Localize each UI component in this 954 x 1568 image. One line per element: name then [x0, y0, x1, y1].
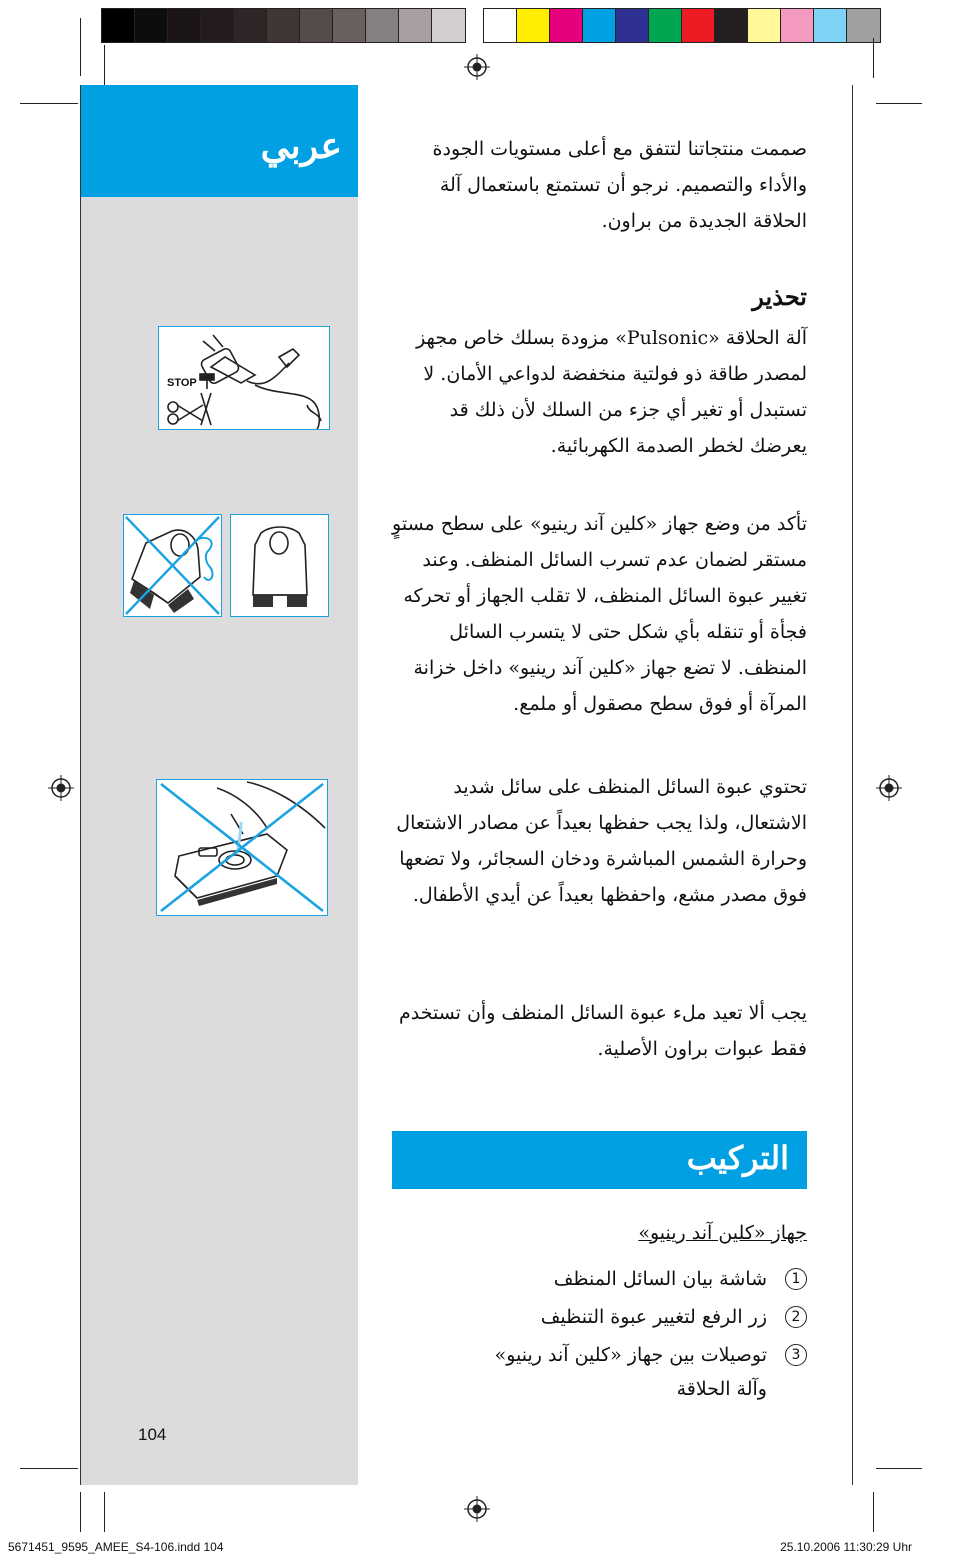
color-swatch [550, 9, 583, 42]
section-header-bar [392, 1131, 807, 1189]
color-swatch [135, 9, 168, 42]
registration-mark-icon [876, 775, 902, 801]
list-item [392, 1262, 807, 1296]
color-swatch [366, 9, 399, 42]
color-swatch [517, 9, 550, 42]
crop-mark [876, 1468, 922, 1469]
color-swatch [432, 9, 465, 42]
footer-filename: 5671451_9595_AMEE_S4-106.indd 104 [8, 1540, 224, 1554]
color-bar-grayscale [101, 8, 466, 43]
item-label: زر الرفع لتغيير عبوة التنظيف [540, 1306, 767, 1328]
color-swatch [399, 9, 432, 42]
list-item [392, 1338, 807, 1406]
station-upright-icon [231, 515, 328, 616]
illustration-plug-cord [158, 326, 330, 430]
item-number: 3 [785, 1344, 807, 1366]
item-label: شاشة بيان السائل المنظف [553, 1268, 767, 1290]
color-swatch [847, 9, 880, 42]
page-number: 104 [138, 1425, 167, 1444]
color-swatch [168, 9, 201, 42]
color-swatch [333, 9, 366, 42]
color-swatch [748, 9, 781, 42]
warning-heading: تحذير [752, 282, 807, 311]
station-tilted-icon [124, 515, 221, 616]
crop-mark [104, 45, 105, 85]
color-swatch [267, 9, 300, 42]
parts-list [392, 1262, 807, 1410]
footer-timestamp: 25.10.2006 11:30:29 Uhr [780, 1540, 912, 1554]
plug-cord-icon [159, 327, 329, 429]
color-swatch [484, 9, 517, 42]
section-title: التركيب [686, 1139, 789, 1177]
illustration-station-upright [230, 514, 329, 617]
device-label: جهاز «كلين آند رينيو» [638, 1222, 807, 1244]
color-swatch [583, 9, 616, 42]
stop-label: STOP [167, 377, 197, 389]
crop-mark [20, 1468, 78, 1469]
item-number: 2 [785, 1306, 807, 1328]
color-swatch [682, 9, 715, 42]
crop-mark [80, 18, 81, 76]
crop-mark [104, 1492, 105, 1532]
item-label: توصيلات بين جهاز «كلين آند رينيو» وآلة الحلاقة [494, 1344, 767, 1400]
registration-mark-icon [464, 1496, 490, 1522]
illustration-cartridge-refill [156, 779, 328, 916]
warning-paragraph-station: تأكد من وضع جهاز «كلين آند رينيو» على سطح مستوٍ مستقر لضمان عدم تسرب السائل المنظف. وعند تغيير عبوة السائل المنظف، لا تقلب الجهاز أو تحركه فجأة أو تنقله بأي شكل حتى لا يتسرب السائل المنظف. لا تضع جهاز «كلين آند رينيو» داخل خزانة المرآة أو فوق سطح مصقول أو ملمع. [392, 513, 807, 715]
color-swatch [715, 9, 748, 42]
item-number: 1 [785, 1268, 807, 1290]
illustration-station-tilted [123, 514, 222, 617]
intro-paragraph: صممت منتجاتنا لتتفق مع أعلى مستويات الجودة والأداء والتصميم. نرجو أن تستمتع باستعمال آلة الحلاقة الجديدة من براون. [432, 138, 807, 232]
list-item [392, 1300, 807, 1334]
color-swatch [201, 9, 234, 42]
registration-mark-icon [464, 54, 490, 80]
crop-mark [20, 103, 78, 104]
crop-mark [80, 1492, 81, 1532]
cartridge-refill-icon [157, 780, 327, 915]
crop-mark [873, 1492, 874, 1532]
registration-mark-icon [48, 775, 74, 801]
language-label: عربي [260, 125, 342, 167]
color-swatch [616, 9, 649, 42]
color-swatch [649, 9, 682, 42]
color-swatch [300, 9, 333, 42]
warning-paragraph-cord: آلة الحلاقة «Pulsonic» مزودة بسلك خاص مجهز لمصدر طاقة ذو فولتية منخفضة لدواعي الأمان. لا تستبدل أو تغير أي جزء من السلك لأن ذلك قد يعرضك لخطر الصدمة الكهربائية. [416, 327, 807, 457]
warning-paragraph-flammable: تحتوي عبوة السائل المنظف على سائل شديد الاشتعال، ولذا يجب حفظها بعيداً عن مصادر الاشتعال وحرارة الشمس المباشرة ودخان السجائر، ولا تضعها فوق مصدر مشع، واحفظها بعيداً عن أيدي الأطفال. [396, 776, 807, 906]
language-tab [81, 85, 358, 197]
color-bar-process [483, 8, 881, 43]
crop-mark [873, 38, 874, 78]
color-swatch [234, 9, 267, 42]
warning-paragraph-refill: يجب ألا تعيد ملء عبوة السائل المنظف وأن تستخدم فقط عبوات براون الأصلية. [398, 1002, 807, 1060]
color-swatch [814, 9, 847, 42]
crop-mark [876, 103, 922, 104]
color-swatch [102, 9, 135, 42]
color-swatch [781, 9, 814, 42]
